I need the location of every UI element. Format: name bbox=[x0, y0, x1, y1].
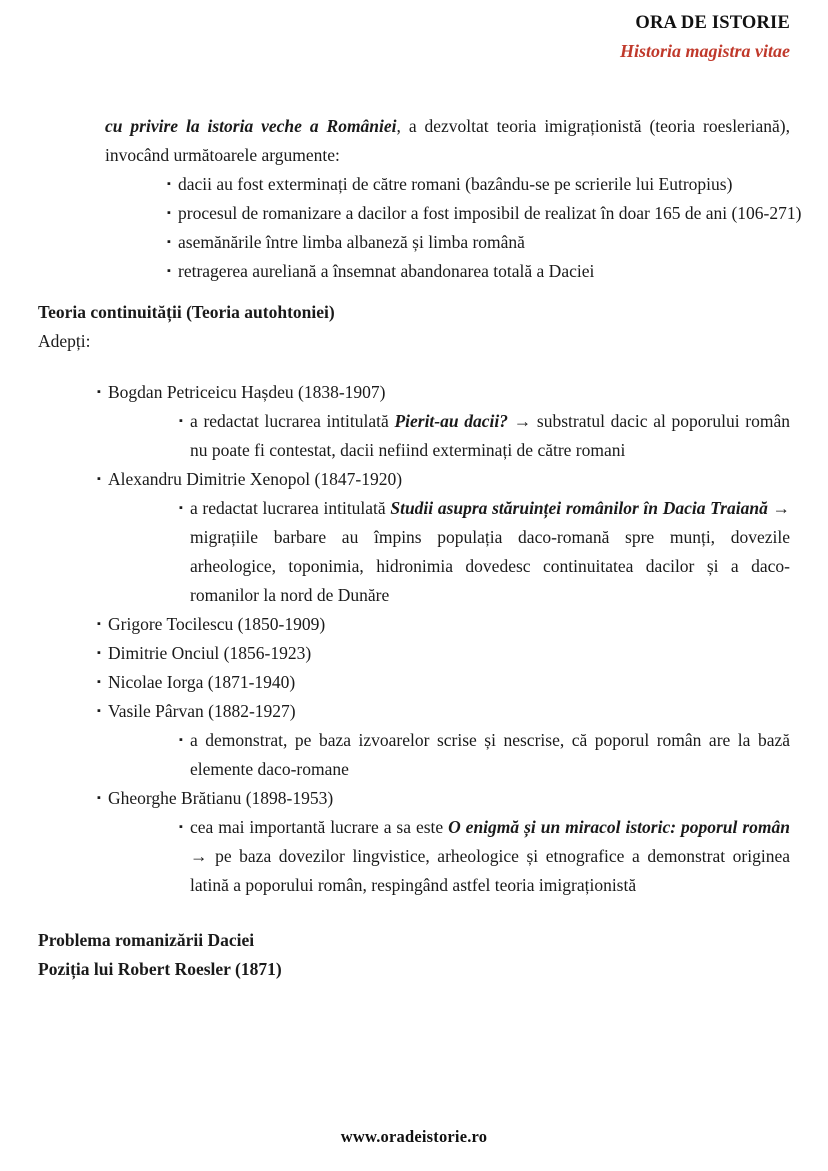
section-heading-continuity: Teoria continuității (Teoria autohtoniei) bbox=[38, 302, 335, 322]
list-item bbox=[178, 726, 790, 784]
adherent-details-list bbox=[178, 407, 790, 465]
list-item bbox=[96, 668, 790, 697]
adherent-name: ▪ Alexandru Dimitrie Xenopol (1847-1920) bbox=[108, 465, 790, 494]
argument-text: ▪ dacii au fost exterminați de către romani (bazându-se pe scrierile lui Eutropius) bbox=[178, 170, 803, 199]
list-item bbox=[178, 813, 790, 900]
adherent-detail bbox=[190, 494, 790, 610]
detail-prefix: a redactat lucrarea intitulată bbox=[190, 411, 395, 431]
list-item bbox=[178, 407, 790, 465]
argument-text: ▪ asemănările între limba albaneză și limba română bbox=[178, 228, 803, 257]
detail-arrow-icon: → bbox=[767, 498, 790, 518]
adherent-name: ▪ Nicolae Iorga (1871-1940) bbox=[108, 668, 790, 697]
adherent-name: ▪ Gheorghe Brătianu (1898-1953) bbox=[108, 784, 790, 813]
footer-website: www.oradeistorie.ro bbox=[340, 1127, 488, 1146]
list-item bbox=[166, 228, 803, 257]
adherent-name: ▪ Vasile Pârvan (1882-1927) bbox=[108, 697, 790, 726]
document-header bbox=[620, 14, 790, 60]
list-item bbox=[166, 170, 803, 199]
intro-paragraph bbox=[105, 112, 790, 170]
section-heading-romanization: Problema romanizării Daciei bbox=[38, 930, 255, 950]
spacer bbox=[38, 286, 790, 298]
list-item bbox=[166, 199, 803, 228]
detail-prefix: a redactat lucrarea intitulată bbox=[190, 498, 391, 518]
detail-arrow-icon: → bbox=[508, 411, 537, 431]
argument-text: ▪ retragerea aureliană a însemnat abandonarea totală a Daciei bbox=[178, 257, 803, 286]
work-title: Studii asupra stăruinței românilor în Dacia Traiană bbox=[390, 498, 768, 518]
adherents-list bbox=[96, 378, 790, 900]
list-item bbox=[96, 784, 790, 900]
list-item bbox=[178, 494, 790, 610]
list-item bbox=[96, 465, 790, 610]
work-title: Pierit-au dacii? bbox=[394, 411, 509, 431]
adherent-name: ▪ Grigore Tocilescu (1850-1909) bbox=[108, 610, 790, 639]
adherent-details-list bbox=[178, 813, 790, 900]
detail-suffix: substratul dacic al poporului român nu poate fi contestat, dacii nefiind exterminați de către romani bbox=[190, 411, 791, 460]
spacer bbox=[38, 356, 790, 378]
detail-prefix: cea mai importantă lucrare a sa este bbox=[190, 817, 449, 837]
adherent-detail bbox=[190, 813, 790, 900]
list-item bbox=[96, 697, 790, 784]
intro-lead-emphasis: cu privire la istoria veche a României bbox=[105, 116, 397, 136]
section-subheading-adherents: Adepți: bbox=[38, 331, 91, 351]
adherent-details-list bbox=[178, 726, 790, 784]
spacer bbox=[38, 900, 790, 926]
section-heading-roesler-position: Poziția lui Robert Roesler (1871) bbox=[38, 959, 282, 979]
argument-text: ▪ procesul de romanizare a dacilor a fost imposibil de realizat în doar 165 de ani (106-271) bbox=[178, 199, 803, 228]
roesler-arguments-list bbox=[166, 170, 802, 286]
adherent-details-list bbox=[178, 494, 790, 610]
work-title: O enigmă și un miracol istoric: poporul român bbox=[448, 817, 790, 837]
site-motto: Historia magistra vitae bbox=[619, 40, 790, 61]
list-item bbox=[96, 639, 790, 668]
detail-suffix: migrațiile barbare au împins populația daco-romană spre munți, dovezile arheologice, toponimia, hidronimia dovedesc continuitatea dacilor și a daco-romanilor la nord de Dunăre bbox=[190, 527, 790, 605]
adherent-detail bbox=[190, 407, 790, 465]
intro-rest-text: , a dezvoltat teoria imigraționistă (teoria roesleriană), invocând următoarele argumente: bbox=[105, 116, 790, 165]
document-body bbox=[38, 112, 802, 984]
site-brand-title: ORA DE ISTORIE bbox=[635, 13, 790, 33]
detail-suffix: pe baza dovezilor lingvistice, arheologice și etnografice a demonstrat originea latină a poporului român, respingând astfel teoria imigraționistă bbox=[190, 846, 791, 895]
list-item bbox=[96, 378, 790, 465]
adherent-name: ▪ Bogdan Petriceicu Hașdeu (1838-1907) bbox=[108, 378, 790, 407]
list-item bbox=[166, 257, 803, 286]
detail-arrow-icon: → bbox=[190, 846, 216, 866]
adherent-detail: ▪ a demonstrat, pe baza izvoarelor scrise și nescrise, că poporul român are la bază elemente daco-romane bbox=[190, 726, 790, 784]
list-item bbox=[96, 610, 790, 639]
adherent-name: ▪ Dimitrie Onciul (1856-1923) bbox=[108, 639, 790, 668]
